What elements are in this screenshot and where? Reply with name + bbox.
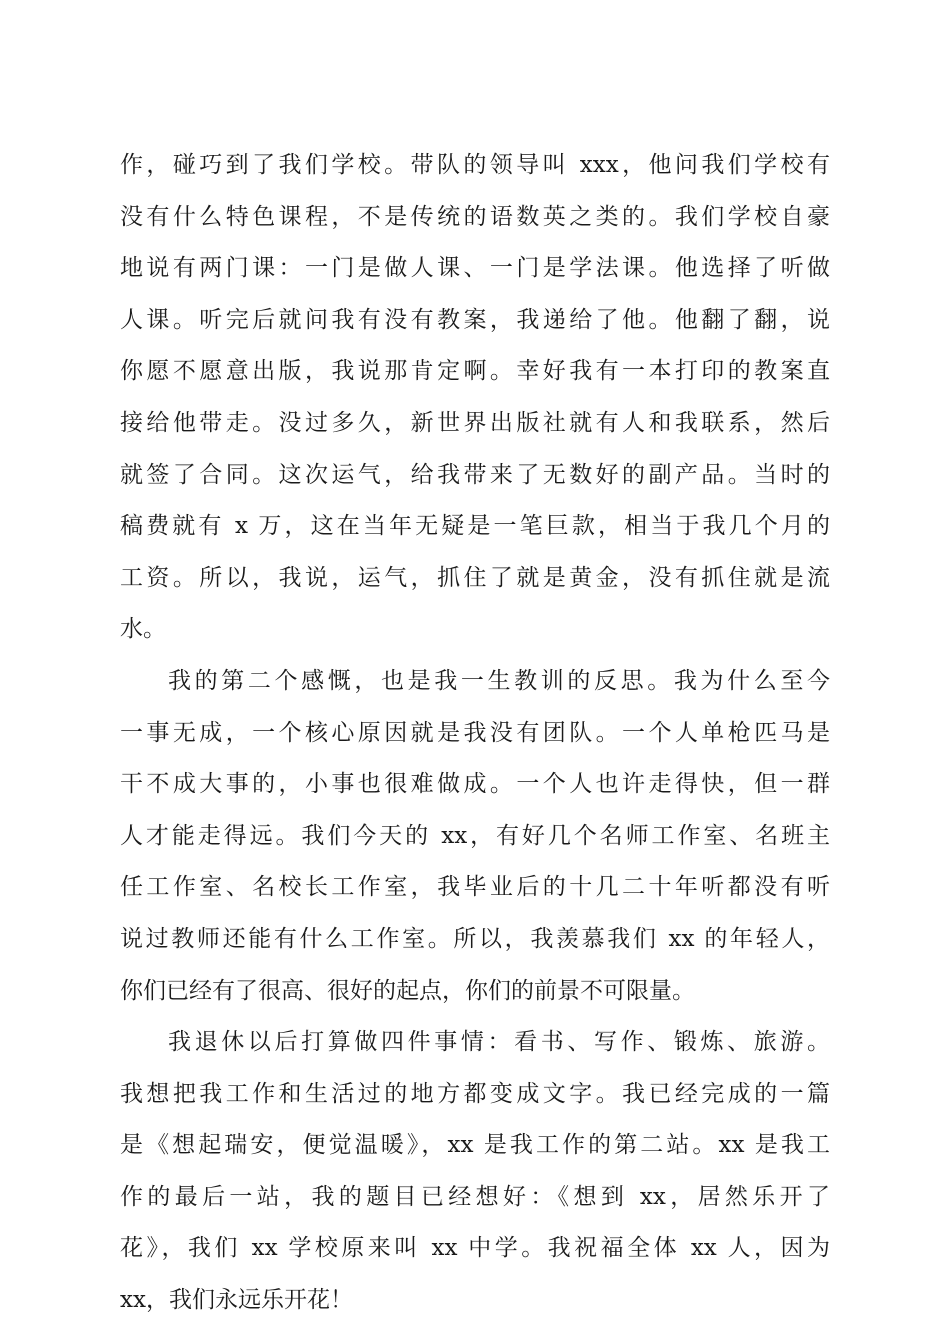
paragraph-line: 作的最后一站，我的题目已经想好：《想到 xx，居然乐开了 (120, 1183, 830, 1210)
document-body (120, 140, 830, 1327)
paragraph-line: 说过教师还能有什么工作室。所以，我羡慕我们 xx 的年轻人， (120, 925, 830, 952)
paragraph-line: 你们已经有了很高、很好的起点，你们的前景不可限量。 (120, 977, 695, 1004)
paragraph-line: 我想把我工作和生活过的地方都变成文字。我已经完成的一篇 (120, 1080, 830, 1107)
paragraph-line: 是《想起瑞安，便觉温暖》，xx 是我工作的第二站。xx 是我工 (120, 1132, 830, 1159)
paragraph-line: xx，我们永远乐开花！ (120, 1287, 353, 1314)
paragraph-line: 作，碰巧到了我们学校。带队的领导叫 xxx，他问我们学校有 (120, 152, 830, 178)
paragraph-line: 我退休以后打算做四件事情：看书、写作、锻炼、旅游。 (168, 1029, 830, 1056)
paragraph-line: 你愿不愿意出版，我说那肯定啊。幸好我有一本打印的教案直 (120, 358, 830, 385)
paragraph-line: 接给他带走。没过多久，新世界出版社就有人和我联系，然后 (120, 409, 830, 436)
paragraph-line: 一事无成，一个核心原因就是我没有团队。一个人单枪匹马是 (120, 719, 830, 746)
paragraph-2 (120, 656, 830, 1017)
paragraph-1 (120, 140, 830, 656)
paragraph-3 (120, 1017, 830, 1327)
paragraph-line: 任工作室、名校长工作室，我毕业后的十几二十年听都没有听 (120, 874, 830, 901)
paragraph-line: 人课。听完后就问我有没有教案，我递给了他。他翻了翻，说 (120, 306, 830, 333)
paragraph-line: 我的第二个感慨，也是我一生教训的反思。我为什么至今 (168, 667, 830, 694)
paragraph-line: 水。 (120, 616, 166, 643)
paragraph-line: 干不成大事的，小事也很难做成。一个人也许走得快，但一群 (120, 771, 830, 798)
paragraph-line: 就签了合同。这次运气，给我带来了无数好的副产品。当时的 (120, 461, 830, 488)
paragraph-line: 稿费就有 x 万，这在当年无疑是一笔巨款，相当于我几个月的 (120, 513, 830, 540)
paragraph-line: 花》，我们 xx 学校原来叫 xx 中学。我祝福全体 xx 人，因为 (120, 1235, 830, 1262)
paragraph-line: 地说有两门课：一门是做人课、一门是学法课。他选择了听做 (120, 255, 830, 282)
paragraph-line: 人才能走得远。我们今天的 xx，有好几个名师工作室、名班主 (120, 822, 830, 849)
paragraph-line: 没有什么特色课程，不是传统的语数英之类的。我们学校自豪 (120, 203, 830, 230)
paragraph-line: 工资。所以，我说，运气，抓住了就是黄金，没有抓住就是流 (120, 564, 830, 591)
